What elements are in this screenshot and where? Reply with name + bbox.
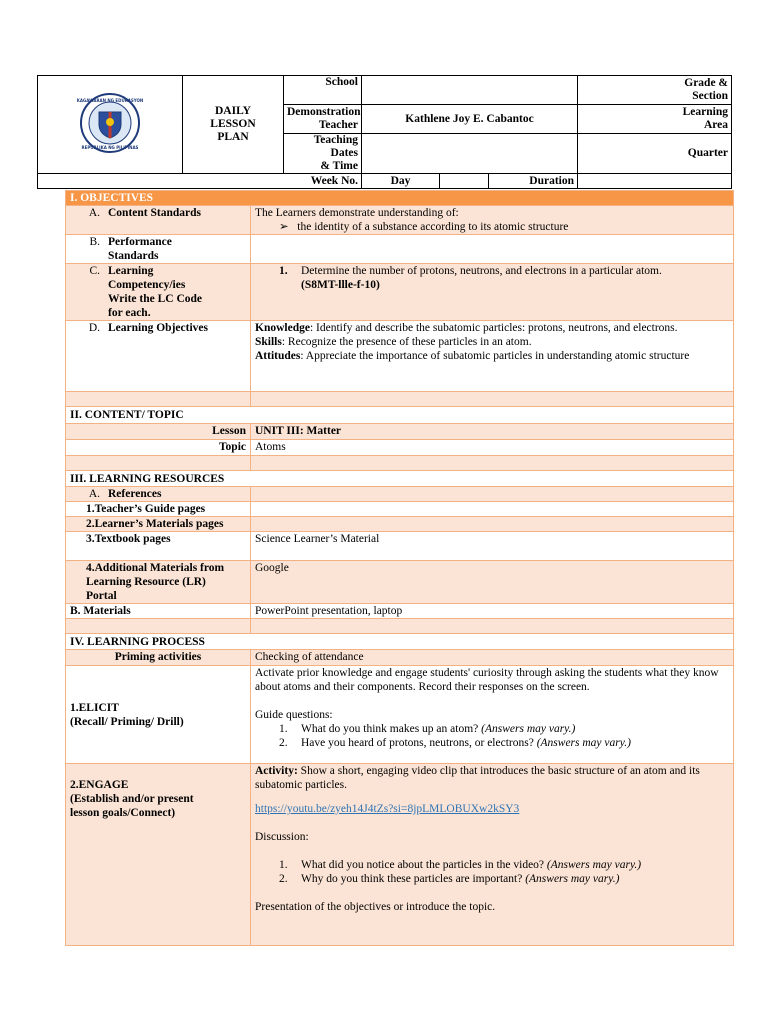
topic-label: Topic	[66, 440, 251, 456]
learning-competency-value: 1. Determine the number of protons, neutrons, and electrons in a particular atom. (S8MT-llle-f-10)	[251, 264, 734, 321]
lesson-value: UNIT III: Matter	[251, 424, 734, 440]
deped-seal-icon	[77, 92, 143, 154]
elicit-label: 1.ELICIT (Recall/ Priming/ Drill)	[66, 666, 251, 764]
week-label: Week No.	[38, 174, 362, 189]
svg-text:REPUBLIKA NG PILIPINAS: REPUBLIKA NG PILIPINAS	[81, 144, 139, 150]
priming-value: Checking of attendance	[251, 650, 734, 666]
day-label: Day	[362, 174, 440, 189]
area-label: Learning Area	[578, 105, 732, 134]
deped-seal-cell	[38, 76, 183, 174]
engage-label: 2.ENGAGE (Establish and/or present lesson goals/Connect)	[66, 764, 251, 946]
school-label: School	[284, 76, 362, 105]
teacher-value[interactable]: Kathlene Joy E. Cabantoc	[362, 105, 578, 134]
learning-competency-label-cell: C. Learning Competency/ies Write the LC Code for each.	[66, 264, 251, 321]
plan-title: DAILY LESSON PLAN	[183, 76, 284, 174]
references-label-cell: A. References	[66, 487, 251, 502]
day-value[interactable]	[440, 174, 489, 189]
performance-standards-label: Performance Standards	[108, 236, 172, 262]
duration-value[interactable]	[578, 174, 732, 189]
engage-content: Activity: Show a short, engaging video clip that introduces the basic structure of an atom and its subatomic particles. https://youtu.be/zyeh14J4tZs?si=8jpLMLOBUXw2kSY3 Discussion: 1. What did you notice about the particles in the video? (Answers may vary.) 2. Why do you think these particles are important? (Answers may vary.) Presentation of the objectives or introduce the topic.	[251, 764, 734, 946]
textbook-value: Science Learner’s Material	[251, 532, 734, 561]
performance-standards-value[interactable]	[251, 235, 734, 264]
learners-materials-label: 2.Learner’s Materials pages	[66, 517, 251, 532]
svg-text:KAGAWARAN NG EDUKASYON: KAGAWARAN NG EDUKASYON	[77, 97, 143, 103]
content-standards-value: The Learners demonstrate understanding of: ➢ the identity of a substance according to its atomic structure	[251, 206, 734, 235]
lesson-plan-table	[65, 190, 734, 946]
learning-competency-label: Learning Competency/ies Write the LC Code for each.	[108, 265, 203, 319]
additional-materials-label: 4.Additional Materials from Learning Resource (LR) Portal	[66, 561, 251, 604]
arrow-bullet-icon: ➢	[279, 221, 298, 233]
quarter-label: Quarter	[578, 134, 732, 174]
teachers-guide-label: 1.Teacher’s Guide pages	[66, 502, 251, 517]
video-link[interactable]: https://youtu.be/zyeh14J4tZs?si=8jpLMLOBUXw2kSY3	[255, 803, 520, 815]
content-standards-label: Content Standards	[108, 207, 201, 219]
duration-label: Duration	[489, 174, 578, 189]
performance-standards-label-cell: B. Performance Standards	[66, 235, 251, 264]
topic-value: Atoms	[251, 440, 734, 456]
school-value[interactable]	[362, 76, 578, 105]
learning-objectives-label-cell: D. Learning Objectives	[66, 321, 251, 392]
learning-objectives-value: Knowledge: Identify and describe the subatomic particles: protons, neutrons, and electrons. Skills: Recognize the presence of these particles in an atom. Attitudes: Appreciate the importance of subatomic particles in understanding atomic structure	[251, 321, 734, 392]
objectives-heading: I. OBJECTIVES	[66, 191, 734, 206]
lesson-label: Lesson	[66, 424, 251, 440]
teacher-label: Demonstration Teacher	[284, 105, 362, 134]
references-label: References	[108, 488, 162, 500]
elicit-content: Activate prior knowledge and engage students' curiosity through asking the students what they know about atoms and their components. Record their responses on the screen. Guide questions: 1. What do you think makes up an atom? (Answers may vary.) 2. Have you heard of protons, neutrons, or electrons? (Answers may vary.)	[251, 666, 734, 764]
content-standards-label-cell: A. Content Standards	[66, 206, 251, 235]
additional-materials-value: Google	[251, 561, 734, 604]
materials-value: PowerPoint presentation, laptop	[251, 604, 734, 619]
lc-code: (S8MT-llle-f-10)	[301, 279, 380, 291]
dates-label: Teaching Dates & Time	[284, 134, 362, 174]
materials-label: B. Materials	[66, 604, 251, 619]
grade-label: Grade & Section	[578, 76, 732, 105]
priming-label: Priming activities	[66, 650, 251, 666]
header-table	[37, 75, 732, 189]
resources-heading: III. LEARNING RESOURCES	[66, 471, 734, 487]
content-heading: II. CONTENT/ TOPIC	[66, 407, 734, 424]
textbook-label: 3.Textbook pages	[66, 532, 251, 561]
dates-value[interactable]	[362, 134, 578, 174]
learning-objectives-label: Learning Objectives	[108, 322, 208, 334]
process-heading: IV. LEARNING PROCESS	[66, 634, 734, 650]
